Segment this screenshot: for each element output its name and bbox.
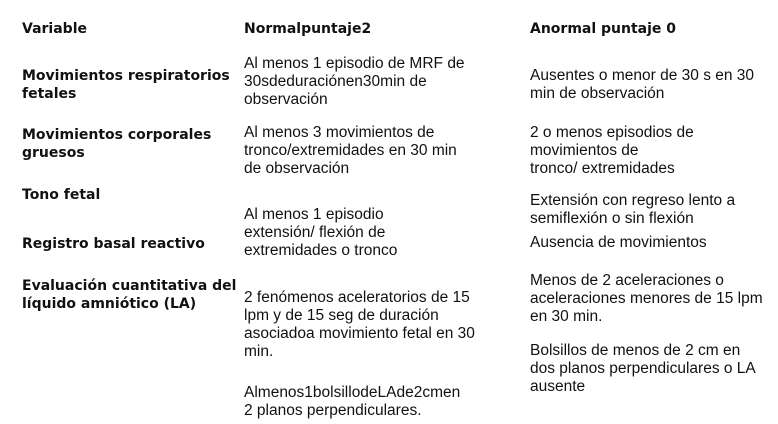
abnormal-line: ausente <box>530 378 586 395</box>
normal-line: observación <box>244 91 328 108</box>
header-variable: Variable <box>22 21 87 37</box>
abnormal-line: min de observación <box>530 85 665 102</box>
normal-line: 2 fenómenos aceleratorios de 15 <box>244 289 470 306</box>
normal-fetal-tone <box>244 206 397 260</box>
abnormal-line: Ausentes o menor de 30 s en 30 <box>530 67 755 84</box>
abnormal-line: en 30 min. <box>530 308 603 325</box>
normal-line: Almenos1bolsillodeLAde2cmen <box>244 384 461 401</box>
variable-respiratory <box>22 67 230 103</box>
header-normal: Normalpuntaje2 <box>244 21 372 37</box>
normal-body-movements <box>244 124 457 178</box>
variable-fetal-tone <box>22 186 100 204</box>
variable-line: fetales <box>22 86 77 102</box>
variable-line: gruesos <box>22 145 85 161</box>
abnormal-line: 2 o menos episodios de <box>530 124 694 141</box>
variable-line: Registro basal reactivo <box>22 236 205 252</box>
normal-line: 2 planos perpendiculares. <box>244 402 422 419</box>
normal-amniotic-fluid <box>244 384 460 420</box>
normal-line: asociadoa movimiento fetal en 30 <box>244 325 475 342</box>
abnormal-line: Extensión con regreso lento a <box>530 192 736 209</box>
variable-line: Evaluación cuantitativa del <box>22 278 237 294</box>
abnormal-respiratory <box>530 67 754 103</box>
abnormal-amniotic-fluid <box>530 272 763 326</box>
normal-line: min. <box>244 343 274 360</box>
variable-reactive-record <box>22 235 205 253</box>
abnormal-fetal-tone <box>530 192 735 228</box>
variable-line: Movimientos respiratorios <box>22 68 230 84</box>
abnormal-line: movimientos de <box>530 142 639 159</box>
variable-line: Tono fetal <box>22 187 101 203</box>
variable-body-movements <box>22 126 211 162</box>
variable-line: líquido amniótico (LA) <box>22 296 197 312</box>
abnormal-reactive-record <box>530 234 707 252</box>
header-abnormal: Anormal puntaje 0 <box>530 21 677 37</box>
normal-respiratory <box>244 55 465 109</box>
normal-line: de observación <box>244 160 350 177</box>
normal-line: 30sdeduraciónen30min de <box>244 73 427 90</box>
normal-line: Al menos 1 episodio de MRF de <box>244 55 465 72</box>
normal-line: Al menos 1 episodio <box>244 206 384 223</box>
abnormal-line: semiflexión o sin flexión <box>530 210 694 227</box>
abnormal-line: tronco/ extremidades <box>530 160 675 177</box>
normal-reactive-record <box>244 289 475 361</box>
abnormal-line: aceleraciones menores de 15 lpm <box>530 290 763 307</box>
variable-line: Movimientos corporales <box>22 127 212 143</box>
abnormal-line: Menos de 2 aceleraciones o <box>530 272 724 289</box>
normal-line: lpm y de 15 seg de duración <box>244 307 439 324</box>
abnormal-body-movements <box>530 124 694 178</box>
normal-line: Al menos 3 movimientos de <box>244 124 435 141</box>
variable-amniotic-fluid <box>22 277 236 313</box>
normal-line: extremidades o tronco <box>244 242 398 259</box>
abnormal-line: Ausencia de movimientos <box>530 234 707 251</box>
abnormal-line: dos planos perpendiculares o LA <box>530 360 756 377</box>
abnormal-amniotic-fluid-pockets <box>530 342 756 396</box>
normal-line: tronco/extremidades en 30 min <box>244 142 457 159</box>
abnormal-line: Bolsillos de menos de 2 cm en <box>530 342 741 359</box>
normal-line: extensión/ flexión de <box>244 224 386 241</box>
